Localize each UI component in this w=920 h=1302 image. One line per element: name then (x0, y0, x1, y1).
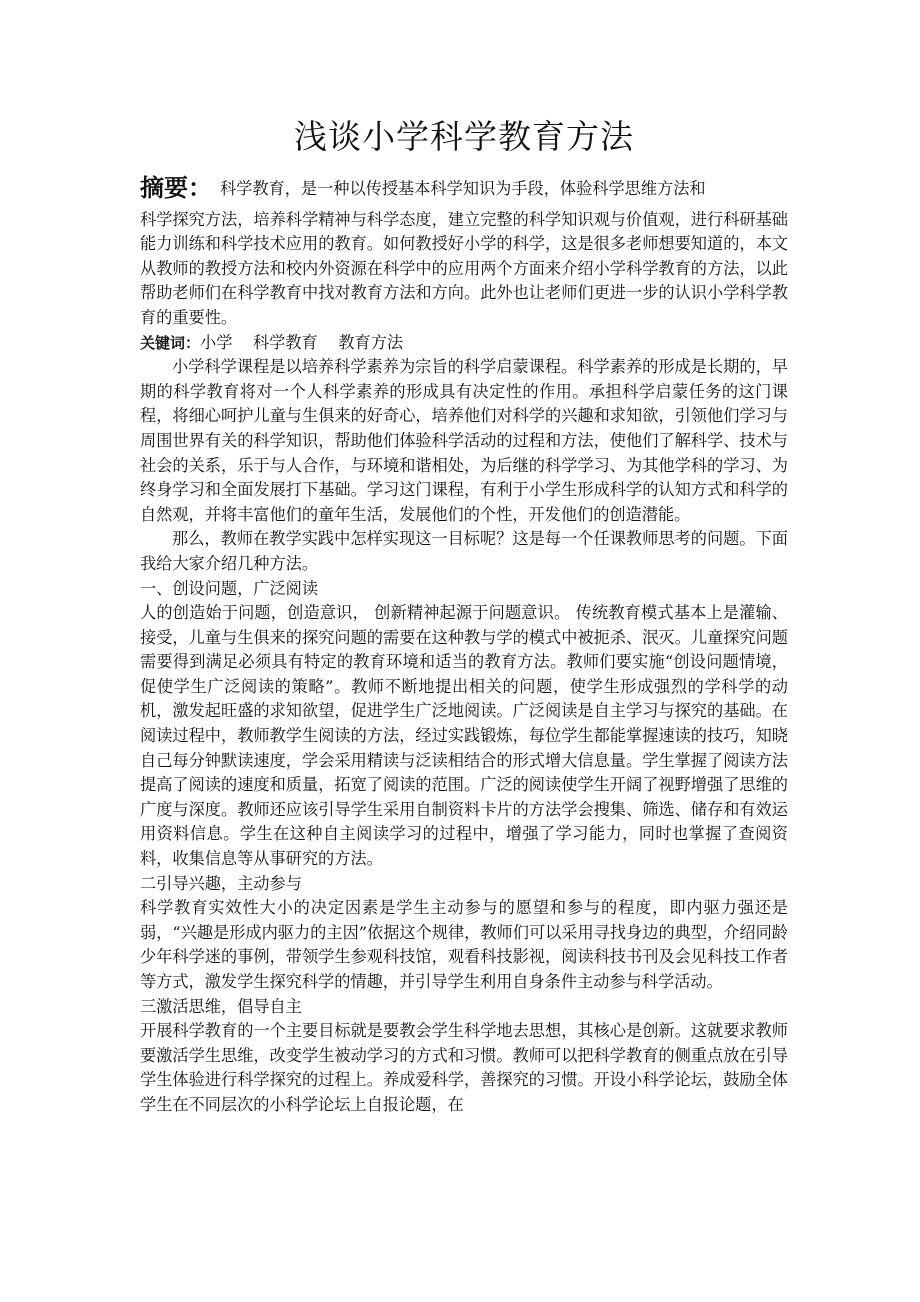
abstract-body: 科学探究方法，培养科学精神与科学态度，建立完整的科学知识观与价值观，进行科研基础能力训练和科学技术应用的教育。如何教授好小学的科学，这是很多老师想要知道的，本文从教师的教授方法和校内外资源在科学中的应用两个方面来介绍小学科学教育的方法，以此帮助老师们在科学教育中找对教育方法和方向。此外也让老师们更进一步的认识小学科学教育的重要性。 (140, 209, 788, 327)
keyword-item: 科学教育 (252, 332, 318, 352)
section-heading-2: 二引导兴趣，主动参与 (140, 873, 302, 893)
abstract-first-line (140, 174, 788, 202)
document-title: 浅谈小学科学教育方法 (294, 117, 634, 156)
section-body-3: 开展科学教育的一个主要目标就是要教会学生科学地去思想，其核心是创新。这就要求教师要激活学生思维，改变学生被动学习的方式和习惯。教师可以把科学教育的侧重点放在引导学生体验进行科学探究的过程上。养成爱科学，善探究的习惯。开设小科学论坛，鼓励全体学生在不同层次的小科学论坛上自报论题，在 (140, 1021, 788, 1114)
intro-paragraph-2: 那么，教师在教学实践中怎样实现这一目标呢？这是每一个任课教师思考的问题。下面我给大家介绍几种方法。 (140, 529, 788, 573)
section-body-2: 科学教育实效性大小的决定因素是学生主动参与的愿望和参与的程度，即内驱力强还是弱，“兴趣是形成内驱力的主因”依据这个规律，教师们可以采用寻找身边的典型，介绍同龄少年科学迷的事例，带领学生参观科技馆，观看科技影视，阅读科技书刊及会见科技工作者等方式，激发学生探究科学的情趣，并引导学生利用自身条件主动参与科学活动。 (140, 898, 788, 991)
abstract-first-text: 科学教育，是一种以传授基本科学知识为手段，体验科学思维方法和 (220, 179, 706, 198)
keyword-item: 小学 (200, 332, 233, 352)
intro-paragraph-1: 小学科学课程是以培养科学素养为宗旨的科学启蒙课程。科学素养的形成是长期的，早期的科学教育将对一个人科学素养的形成具有决定性的作用。承担科学启蒙任务的这门课程，将细心呵护儿童与生俱来的好奇心，培养他们对科学的兴趣和求知欲，引领他们学习与周围世界有关的科学知识，帮助他们体验科学活动的过程和方法，使他们了解科学、技术与社会的关系，乐于与人合作，与环境和谐相处，为后继的科学学习、为其他学科的学习、为终身学习和全面发展打下基础。学习这门课程，有利于小学生形成科学的认知方式和科学的自然观，并将丰富他们的童年生活，发展他们的个性，开发他们的创造潜能。 (140, 357, 788, 524)
keyword-item: 教育方法 (338, 332, 404, 352)
keywords-label: 关键词： (140, 333, 201, 352)
section-body-1: 人的创造始于问题，创造意识， 创新精神起源于问题意识。 传统教育模式基本上是灌输、接受，儿童与生俱来的探究问题的需要在这种教与学的模式中被扼杀、泯灭。儿童探究问题需要得到满足必须具有特定的教育环境和适当的教育方法。教师们要实施“创设问题情境，促使学生广泛阅读的策略”。教师不断地提出相关的问题，使学生形成强烈的学科学的动机，激发起旺盛的求知欲望，促进学生广泛地阅读。广泛阅读是自主学习与探究的基础。在阅读过程中，教师教学生阅读的方法，经过实践锻炼，每位学生都能掌握速读的技巧，知晓自己每分钟默读速度，学会采用精读与泛读相结合的形式增大信息量。学生掌握了阅读方法提高了阅读的速度和质量，拓宽了阅读的范围。广泛的阅读使学生开阔了视野增强了思维的广度与深度。教师还应该引导学生采用自制资料卡片的方法学会搜集、筛选、储存和有效运用资料信息。学生在这种自主阅读学习的过程中，增强了学习能力，同时也掌握了查阅资料，收集信息等从事研究的方法。 (140, 603, 788, 869)
section-heading-1: 一、创设问题，广泛阅读 (140, 578, 319, 598)
section-heading-3: 三激活思维，倡导自主 (140, 996, 302, 1016)
keywords-line (140, 331, 788, 356)
abstract-label: 摘要： (140, 174, 212, 202)
abstract-section (140, 174, 788, 331)
document-page (140, 112, 788, 1118)
